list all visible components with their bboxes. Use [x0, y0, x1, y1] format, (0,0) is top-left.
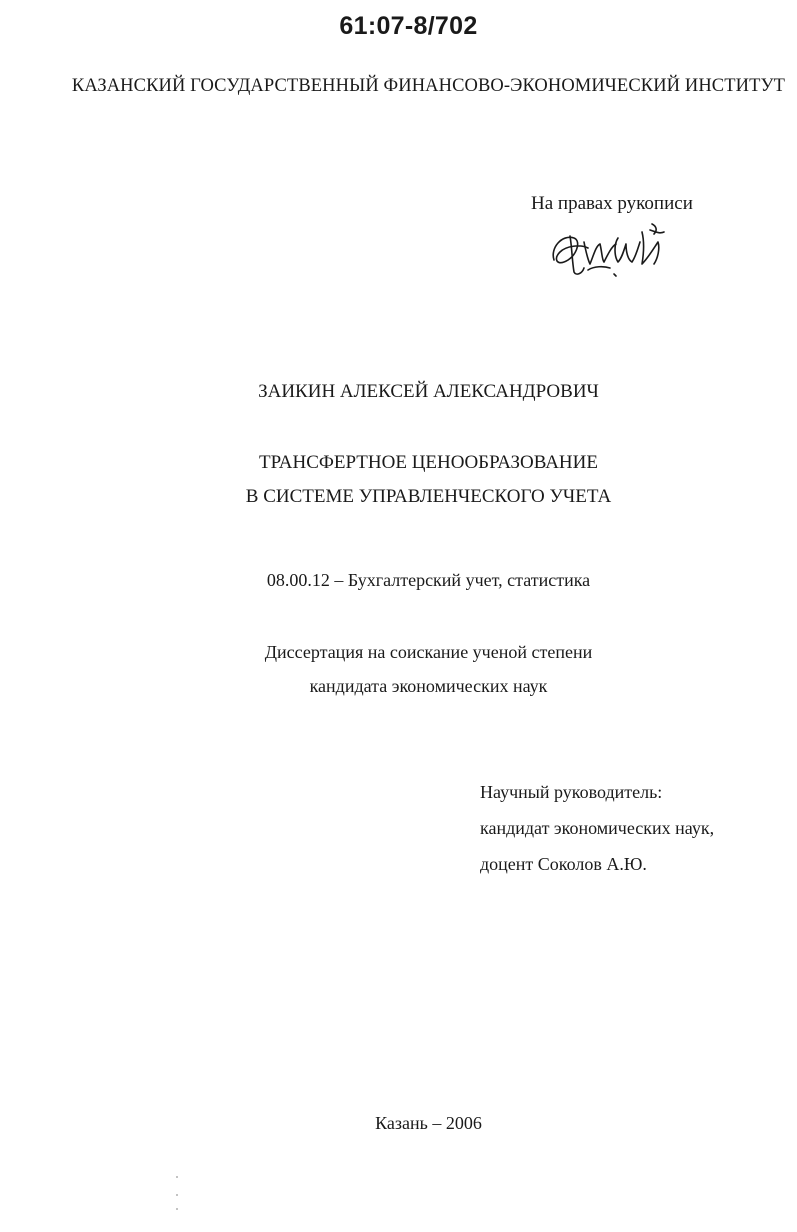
signature-icon [548, 218, 673, 280]
scan-speck [176, 1208, 178, 1210]
dissertation-title-line-2: В СИСТЕМЕ УПРАВЛЕНЧЕСКОГО УЧЕТА [245, 486, 612, 507]
scan-speck [176, 1194, 178, 1196]
supervisor-name: доцент Соколов А.Ю. [480, 854, 647, 874]
registry-code: 61:07-8/702 [339, 12, 478, 40]
dissertation-title-line-1: ТРАНСФЕРТНОЕ ЦЕНООБРАЗОВАНИЕ [259, 452, 598, 473]
manuscript-rights-label: На правах рукописи [531, 193, 693, 214]
city-year: Казань – 2006 [375, 1113, 482, 1133]
institute-name: КАЗАНСКИЙ ГОСУДАРСТВЕННЫЙ ФИНАНСОВО-ЭКОНОМИЧЕСКИЙ ИНСТИТУТ [71, 76, 786, 96]
specialty-code: 08.00.12 – Бухгалтерский учет, статистика [266, 570, 591, 590]
author-name: ЗАИКИН АЛЕКСЕЙ АЛЕКСАНДРОВИЧ [258, 381, 599, 402]
degree-line-1: Диссертация на соискание ученой степени [264, 642, 593, 662]
supervisor-label: Научный руководитель: [480, 782, 663, 802]
degree-line-2: кандидата экономических наук [309, 676, 548, 696]
scan-speck [176, 1176, 178, 1178]
supervisor-degree: кандидат экономических наук, [480, 818, 715, 838]
